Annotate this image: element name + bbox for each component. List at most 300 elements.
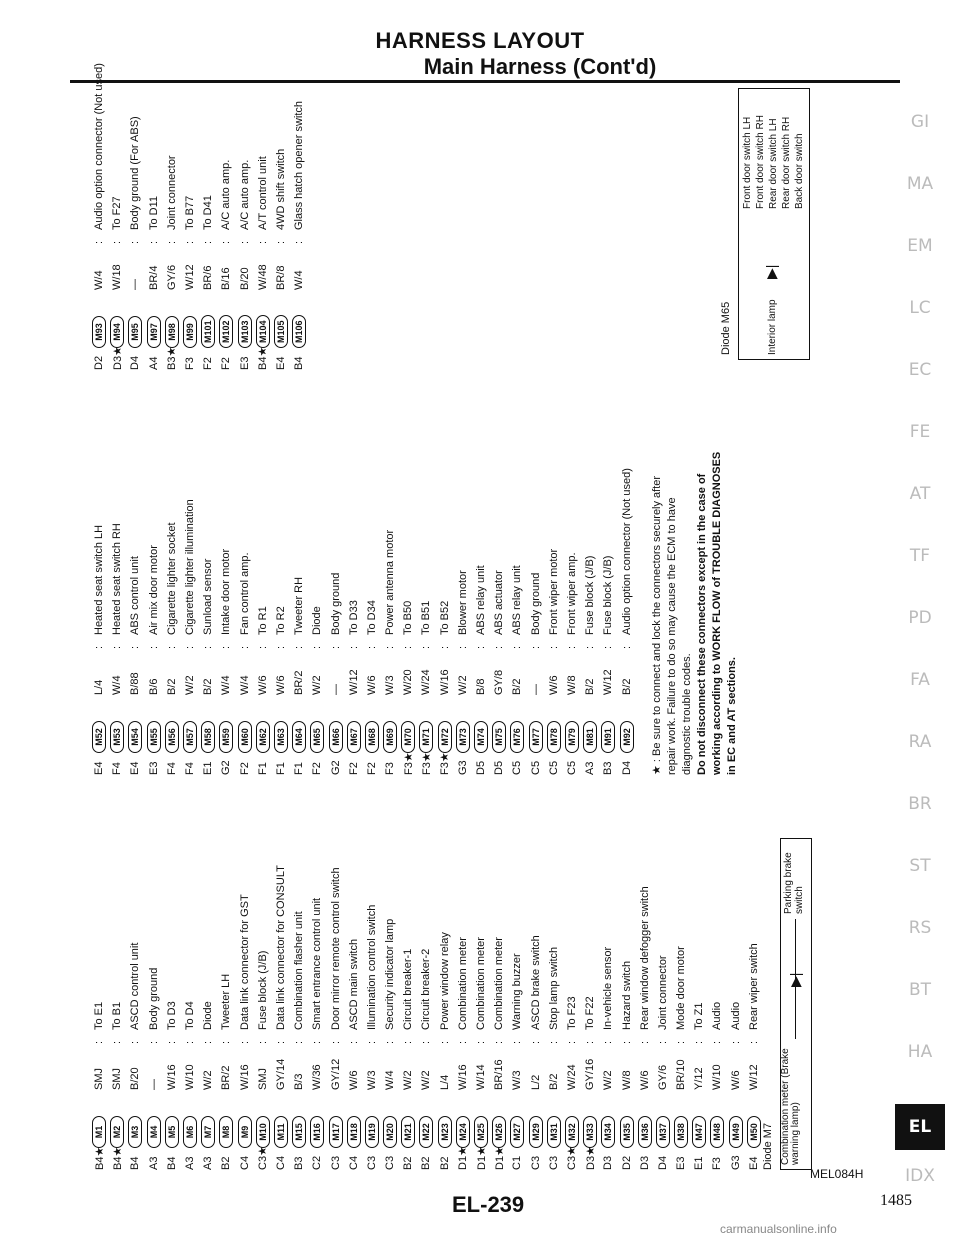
connector-description: To B50 <box>402 600 415 635</box>
connector-badge: M17 <box>329 1116 343 1148</box>
connector-row <box>617 865 635 1170</box>
connector-badge: M58 <box>201 721 215 753</box>
grid-ref: E4 <box>129 761 142 775</box>
grid-ref: C3 <box>547 1155 560 1170</box>
grid-ref: G3 <box>456 760 469 775</box>
grid-ref: B4★ <box>257 346 270 370</box>
separator: : <box>256 240 269 244</box>
connector-id <box>274 695 288 753</box>
connector-id <box>201 695 215 753</box>
grid-ref: D4 <box>656 1155 669 1170</box>
separator: : <box>365 1040 378 1044</box>
connector-description: Tweeter LH <box>220 973 233 1030</box>
connector-badge: M54 <box>128 721 142 753</box>
door-switch-item: Rear door switch RH <box>781 116 792 209</box>
separator: : <box>311 1040 324 1044</box>
connector-row <box>126 468 144 775</box>
wire-spec: B/16 <box>220 267 233 290</box>
connector-badge: M29 <box>529 1116 543 1148</box>
section-tab-fe[interactable]: FE <box>909 422 931 442</box>
connector-badge: M68 <box>365 721 379 753</box>
connector-description: To D3 <box>165 1001 178 1030</box>
connector-description: Fan control amp. <box>238 552 251 635</box>
grid-ref: D2 <box>620 1155 633 1170</box>
separator: : <box>493 1040 506 1044</box>
connector-badge: M59 <box>219 721 233 753</box>
connector-badge: M81 <box>583 721 597 753</box>
wire-spec: W/18 <box>111 264 124 290</box>
connector-description: Audio <box>711 1001 724 1030</box>
connector-badge: M103 <box>238 315 252 348</box>
connector-id <box>292 1090 306 1148</box>
connector-row <box>308 865 326 1170</box>
connector-row <box>126 63 144 370</box>
connector-row <box>90 468 108 775</box>
section-tab-em[interactable]: EM <box>907 236 933 256</box>
connector-row <box>454 865 472 1170</box>
connector-badge: M65 <box>310 721 324 753</box>
section-tab-st[interactable]: ST <box>909 856 931 876</box>
connector-description: Combination meter <box>475 937 488 1030</box>
connector-row <box>254 63 272 370</box>
connector-description: To F23 <box>565 996 578 1030</box>
connector-description: Blower motor <box>456 570 469 635</box>
grid-ref: F4 <box>111 762 124 775</box>
separator: : <box>129 645 142 649</box>
section-tab-bt[interactable]: BT <box>908 980 932 1000</box>
door-switch-item: Back door switch <box>794 133 805 209</box>
separator: : <box>311 645 324 649</box>
connector-badge: M1 <box>92 1116 106 1148</box>
grid-ref: E3 <box>238 356 251 370</box>
connector-badge: M57 <box>183 721 197 753</box>
connector-badge: M67 <box>347 721 361 753</box>
grid-ref: D3 <box>602 1155 615 1170</box>
connector-description: Fuse block (J/B) <box>584 555 597 635</box>
connector-description: Body ground <box>329 572 342 635</box>
connector-row <box>745 865 763 1170</box>
separator: : <box>493 645 506 649</box>
grid-ref: E3 <box>675 1156 688 1170</box>
connector-description: Body ground <box>529 572 542 635</box>
grid-ref: C3 <box>384 1155 397 1170</box>
connector-badge: M9 <box>238 1116 252 1148</box>
connector-badge: M33 <box>583 1116 597 1148</box>
connector-row <box>508 468 526 775</box>
connector-description: Power antenna motor <box>384 529 397 635</box>
separator: : <box>93 645 106 649</box>
connector-row <box>345 468 363 775</box>
separator: : <box>347 645 360 649</box>
grid-ref: F1 <box>293 762 306 775</box>
connector-badge: M102 <box>219 315 233 348</box>
connector-id <box>419 1090 433 1148</box>
connector-description: ABS actuator <box>493 570 506 635</box>
wire-spec: — <box>147 1079 160 1090</box>
connector-column-1 <box>90 865 763 1170</box>
connector-badge: M97 <box>147 316 161 348</box>
grid-ref: G2 <box>329 760 342 775</box>
page-subtitle: Main Harness (Cont'd) <box>423 54 657 79</box>
section-tab-lc[interactable]: LC <box>909 298 931 318</box>
grid-ref: D1★ <box>457 1146 470 1170</box>
connector-id <box>256 1090 270 1148</box>
connector-row <box>417 468 435 775</box>
connector-description: ASCD main switch <box>347 938 360 1030</box>
grid-ref: B2 <box>420 1156 433 1170</box>
connector-description: Illumination control switch <box>365 904 378 1030</box>
wire-spec: W/16 <box>438 669 451 695</box>
wire-spec: W/6 <box>274 675 287 695</box>
section-tab-ec[interactable]: EC <box>908 360 932 380</box>
connector-description: To D11 <box>147 195 160 230</box>
grid-ref: F1 <box>274 762 287 775</box>
connector-badge: M34 <box>601 1116 615 1148</box>
page-title: HARNESS LAYOUT <box>375 28 585 53</box>
grid-ref: E1 <box>693 1156 706 1170</box>
separator: : <box>475 645 488 649</box>
grid-ref: B2 <box>438 1156 451 1170</box>
connector-id <box>583 1090 597 1148</box>
wire-spec: W/10 <box>711 1064 724 1090</box>
connector-badge: M7 <box>201 1116 215 1148</box>
separator: : <box>602 645 615 649</box>
connector-description: ABS relay unit <box>511 565 524 635</box>
section-tab-br[interactable]: BR <box>908 794 932 814</box>
grid-ref: F2 <box>220 357 233 370</box>
section-tab-rs[interactable]: RS <box>908 918 932 938</box>
connector-row <box>108 865 126 1170</box>
connector-id <box>383 695 397 753</box>
separator: : <box>420 1040 433 1044</box>
connector-badge: M26 <box>492 1116 506 1148</box>
separator: : <box>693 1040 706 1044</box>
separator: : <box>729 1040 742 1044</box>
connector-id <box>256 695 270 753</box>
grid-ref: D5 <box>493 760 506 775</box>
connector-row <box>217 63 235 370</box>
grid-ref: D2 <box>93 355 106 370</box>
wire-spec: SMJ <box>111 1068 124 1090</box>
wire-spec: — <box>529 684 542 695</box>
connector-description: To Z1 <box>693 1002 706 1030</box>
connector-row <box>326 865 344 1170</box>
wire-spec: W/24 <box>565 1064 578 1090</box>
connector-row <box>236 468 254 775</box>
wire-spec: B/2 <box>584 678 597 695</box>
grid-ref: C5 <box>511 760 524 775</box>
grid-ref: G2 <box>220 760 233 775</box>
wire-spec: L/4 <box>93 679 106 695</box>
grid-ref: C4 <box>347 1155 360 1170</box>
connector-row <box>690 865 708 1170</box>
grid-ref: F4 <box>165 762 178 775</box>
connector-id <box>565 695 579 753</box>
wire-spec: W/2 <box>602 1070 615 1090</box>
grid-ref: A3 <box>147 1156 160 1170</box>
connector-id <box>183 1090 197 1148</box>
connector-note <box>650 445 740 775</box>
connector-description: Stop lamp switch <box>547 946 560 1030</box>
separator: : <box>402 1040 415 1044</box>
connector-badge: M2 <box>110 1116 124 1148</box>
connector-description: Cigarette lighter socket <box>165 522 178 635</box>
connector-description: Body ground <box>147 967 160 1030</box>
connector-row <box>617 468 635 775</box>
door-switch-item: Front door switch RH <box>755 115 766 209</box>
connector-badge: M76 <box>510 721 524 753</box>
connector-description: In-vehicle sensor <box>602 946 615 1030</box>
separator: : <box>511 645 524 649</box>
connector-row <box>581 468 599 775</box>
connector-badge: M75 <box>492 721 506 753</box>
wire-spec: W/2 <box>402 1070 415 1090</box>
connector-row <box>272 63 290 370</box>
grid-ref: F3 <box>384 762 397 775</box>
connector-badge: M15 <box>292 1116 306 1148</box>
section-tab-idx[interactable]: IDX <box>905 1166 935 1186</box>
note-bold-text: Do not disconnect these connectors except in the case of working according to WORK FLOW of TROUBLE DIAGNOSES in EC and AT sections. <box>696 451 738 775</box>
connector-badge: M52 <box>92 721 106 753</box>
connector-badge: M93 <box>92 316 106 348</box>
wire-spec: W/24 <box>420 669 433 695</box>
grid-ref: C3 <box>329 1155 342 1170</box>
connector-description: To D33 <box>347 600 360 635</box>
connector-id <box>292 290 306 348</box>
section-tab-at[interactable]: AT <box>909 484 931 504</box>
wire-spec: B/6 <box>147 678 160 695</box>
wire-spec: Y/12 <box>693 1067 706 1090</box>
section-tab-tf[interactable]: TF <box>909 546 931 566</box>
wire-spec: BR/2 <box>220 1065 233 1090</box>
connector-row <box>108 468 126 775</box>
connector-row <box>181 468 199 775</box>
connector-row <box>472 468 490 775</box>
connector-id <box>601 695 615 753</box>
separator: : <box>147 1040 160 1044</box>
connector-description: Combination meter <box>493 937 506 1030</box>
separator: : <box>147 645 160 649</box>
connector-id <box>201 1090 215 1148</box>
separator: : <box>293 1040 306 1044</box>
connector-id <box>674 1090 688 1148</box>
connector-badge: M101 <box>201 315 215 348</box>
connector-id <box>456 695 470 753</box>
grid-ref: F4 <box>184 762 197 775</box>
grid-ref: F2 <box>311 762 324 775</box>
connector-id <box>347 695 361 753</box>
connector-row <box>290 63 308 370</box>
connector-badge: M24 <box>456 1116 470 1148</box>
grid-ref: F2 <box>347 762 360 775</box>
connector-badge: M69 <box>383 721 397 753</box>
wire-spec: W/6 <box>729 1070 742 1090</box>
figure-code: MEL084H <box>810 1167 864 1181</box>
wire-spec: — <box>129 279 142 290</box>
grid-ref: B3★ <box>166 346 179 370</box>
connector-id <box>92 290 106 348</box>
connector-badge: M55 <box>147 721 161 753</box>
connector-row <box>472 865 490 1170</box>
wire-spec: W/3 <box>365 1070 378 1090</box>
wire-spec: B/8 <box>475 678 488 695</box>
connector-id <box>529 695 543 753</box>
separator: : <box>529 1040 542 1044</box>
connector-description: To B52 <box>438 600 451 635</box>
grid-ref: G3 <box>729 1155 742 1170</box>
wire-spec: B/2 <box>202 678 215 695</box>
connector-description: Hazard switch <box>620 960 633 1030</box>
connector-badge: M94 <box>110 316 124 348</box>
separator: : <box>220 1040 233 1044</box>
connector-badge: M106 <box>292 315 306 348</box>
connector-badge: M4 <box>147 1116 161 1148</box>
connector-id <box>238 1090 252 1148</box>
grid-ref: F3 <box>184 357 197 370</box>
connector-row <box>581 865 599 1170</box>
grid-ref: D1★ <box>493 1146 506 1170</box>
grid-ref: A3 <box>202 1156 215 1170</box>
connector-row <box>654 865 672 1170</box>
connector-badge: M23 <box>438 1116 452 1148</box>
watermark: carmanualsonline.info <box>720 1222 837 1236</box>
wire-spec: BR/16 <box>493 1059 506 1090</box>
separator: : <box>202 1040 215 1044</box>
wire-spec: W/12 <box>747 1064 760 1090</box>
wire-spec: GY/6 <box>165 264 178 290</box>
connector-id <box>201 290 215 348</box>
connector-id <box>165 695 179 753</box>
connector-id <box>729 1090 743 1148</box>
separator: : <box>656 1040 669 1044</box>
connector-id <box>656 1090 670 1148</box>
separator: : <box>584 645 597 649</box>
connector-badge: M78 <box>547 721 561 753</box>
section-tab-gi[interactable]: GI <box>910 112 930 132</box>
section-tab-fa[interactable]: FA <box>910 670 930 690</box>
wire-spec: W/2 <box>184 675 197 695</box>
connector-id <box>747 1090 761 1148</box>
connector-row <box>217 865 235 1170</box>
note-star-text: ★ : Be sure to connect and lock the connectors securely after repair work. Failure to do so may cause the ECM to have diagnostic trouble codes. <box>651 475 693 775</box>
grid-ref: C3 <box>365 1155 378 1170</box>
separator: : <box>329 1040 342 1044</box>
connector-badge: M19 <box>365 1116 379 1148</box>
connector-row <box>236 63 254 370</box>
connector-row <box>181 865 199 1170</box>
connector-badge: M77 <box>529 721 543 753</box>
connector-description: Security indicator lamp <box>384 918 397 1030</box>
separator: : <box>456 1040 469 1044</box>
connector-badge: M37 <box>656 1116 670 1148</box>
connector-description: To R2 <box>274 606 287 635</box>
diode-m7-left: Combination meter (Brake warning lamp) <box>780 1048 801 1165</box>
connector-badge: M95 <box>128 316 142 348</box>
connector-id <box>92 1090 106 1148</box>
section-tab-el[interactable]: EL <box>895 1104 945 1150</box>
connector-description: Cigarette lighter illumination <box>184 499 197 635</box>
connector-description: To B51 <box>420 600 433 635</box>
connector-badge: M105 <box>274 315 288 348</box>
connector-badge: M66 <box>329 721 343 753</box>
separator: : <box>93 1040 106 1044</box>
connector-id <box>165 290 179 348</box>
separator: : <box>475 1040 488 1044</box>
separator: : <box>529 645 542 649</box>
connector-id <box>147 290 161 348</box>
diode-m65-title: Diode M65 <box>720 301 732 355</box>
wire-spec: W/16 <box>238 1064 251 1090</box>
connector-id <box>347 1090 361 1148</box>
wire-spec: W/2 <box>311 675 324 695</box>
connector-badge: M22 <box>419 1116 433 1148</box>
grid-ref: D4 <box>129 355 142 370</box>
connector-description: Heated seat switch LH <box>93 524 106 635</box>
wire-spec: W/16 <box>456 1064 469 1090</box>
separator: : <box>602 1040 615 1044</box>
separator: : <box>220 240 233 244</box>
connector-id <box>692 1090 706 1148</box>
separator: : <box>93 240 106 244</box>
wire-spec: L/4 <box>438 1074 451 1090</box>
separator: : <box>202 645 215 649</box>
connector-description: Fuse block (J/B) <box>602 555 615 635</box>
wire-spec: W/6 <box>638 1070 651 1090</box>
grid-ref: D5 <box>475 760 488 775</box>
connector-row <box>490 865 508 1170</box>
section-tab-ma[interactable]: MA <box>906 174 934 194</box>
wire-spec: W/12 <box>184 264 197 290</box>
wire-spec: GY/6 <box>656 1064 669 1090</box>
separator: : <box>711 1040 724 1044</box>
connector-badge: M3 <box>128 1116 142 1148</box>
separator: : <box>329 645 342 649</box>
wire-spec: W/4 <box>111 675 124 695</box>
connector-id <box>547 695 561 753</box>
separator: : <box>675 1040 688 1044</box>
section-tab-ra[interactable]: RA <box>908 732 932 752</box>
section-tab-ha[interactable]: HA <box>907 1042 933 1062</box>
connector-row <box>108 63 126 370</box>
connector-badge: M27 <box>510 1116 524 1148</box>
grid-ref: F2 <box>365 762 378 775</box>
connector-badge: M50 <box>747 1116 761 1148</box>
wire-spec: W/2 <box>202 1070 215 1090</box>
wire-spec: W/3 <box>511 1070 524 1090</box>
connector-badge: M72 <box>438 721 452 753</box>
connector-description: ASCD control unit <box>129 942 142 1030</box>
connector-row <box>363 865 381 1170</box>
connector-row <box>363 468 381 775</box>
connector-description: Data link connector for GST <box>238 894 251 1030</box>
connector-id <box>92 695 106 753</box>
connector-id <box>183 695 197 753</box>
separator: : <box>274 1040 287 1044</box>
grid-ref: C5 <box>547 760 560 775</box>
wire-spec: B/20 <box>238 267 251 290</box>
grid-ref: E4 <box>93 761 106 775</box>
connector-badge: M36 <box>638 1116 652 1148</box>
connector-badge: M74 <box>474 721 488 753</box>
connector-row <box>527 865 545 1170</box>
wire-spec: — <box>329 684 342 695</box>
wire-spec: W/2 <box>456 675 469 695</box>
separator: : <box>111 1040 124 1044</box>
connector-description: Rear wiper switch <box>747 943 760 1030</box>
connector-id <box>310 1090 324 1148</box>
separator: : <box>184 645 197 649</box>
section-tab-pd[interactable]: PD <box>908 608 932 628</box>
